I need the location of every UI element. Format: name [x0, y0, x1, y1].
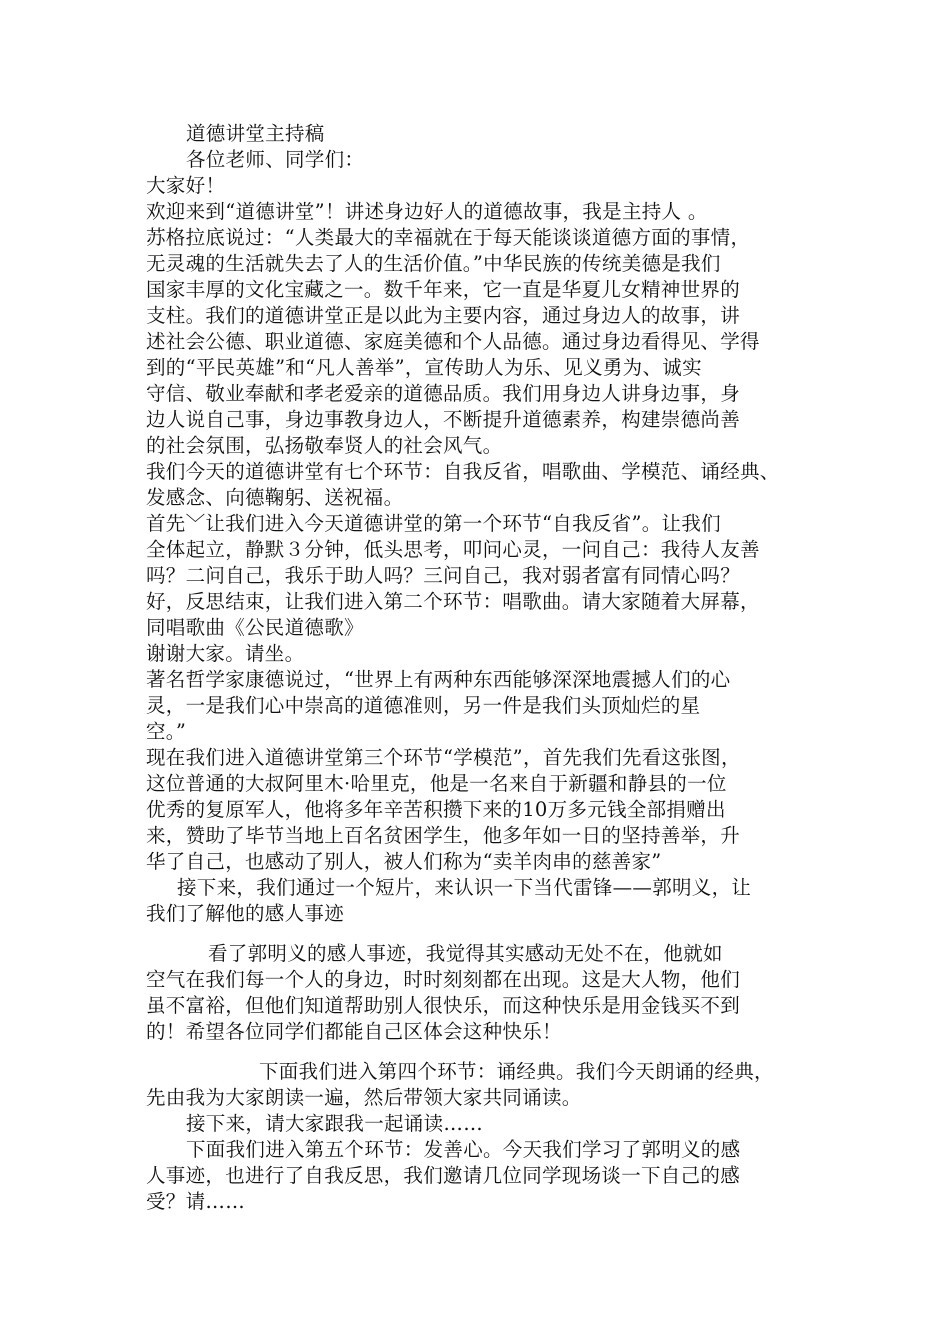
text-line: 人事迹，也进行了自我反思，我们邀请几位同学现场谈一下自己的感	[146, 1164, 741, 1187]
text-line: 接下来，请大家跟我一起诵读……	[186, 1112, 483, 1135]
text-line: 灵，一是我们心中崇高的道德准则，另一件是我们头顶灿烂的星	[146, 694, 701, 717]
text-line: 好，反思结束，让我们进入第二个环节：唱歌曲。请大家随着大屏幕，	[146, 590, 760, 613]
text-line: 发感念、向德鞠躬、送祝福。	[146, 486, 404, 509]
text-line: 受？请……	[146, 1190, 245, 1213]
salutation: 各位老师、同学们：	[186, 148, 365, 171]
text-line: 国家丰厚的文化宝藏之一。数千年来，它一直是华夏儿女精神世界的	[146, 278, 741, 301]
text-line: 边人说自己事，身边事教身边人，不断提升道德素养，构建崇德尚善	[146, 408, 741, 431]
text-line: 虽不富裕，但他们知道帮助别人很快乐，而这种快乐是用金钱买不到	[146, 994, 741, 1017]
text-line: 优秀的复原军人，他将多年辛苦积攒下来的10万多元钱全部捐赠出	[146, 798, 726, 821]
text-line: 支柱。我们的道德讲堂正是以此为主要内容，通过身边人的故事，讲	[146, 304, 741, 327]
text-line: 到的“平民英雄”和“凡人善举”，宣传助人为乐、见义勇为、诚实	[146, 356, 702, 379]
text-line: 的社会氛围，弘扬敬奉贤人的社会风气。	[146, 434, 503, 457]
greeting: 大家好！	[146, 174, 226, 197]
text-line: 接下来，我们通过一个短片，来认识一下当代雷锋——郭明义，让	[177, 876, 752, 899]
text-line: 述社会公德、职业道德、家庭美德和个人品德。通过身边看得见、学得	[146, 330, 760, 353]
text-line: 先由我为大家朗读一遍，然后带领大家共同诵读。	[146, 1086, 582, 1109]
text-line: 来，赞助了毕节当地上百名贫困学生，他多年如一日的坚持善举，升	[146, 824, 741, 847]
text-line: 空气在我们每一个人的身边，时时刻刻都在出现。这是大人物，他们	[146, 968, 741, 991]
text-line: 现在我们进入道德讲堂第三个环节“学模范”，首先我们先看这张图，	[146, 746, 741, 769]
text-line: 苏格拉底说过：“人类最大的幸福就在于每天能谈谈道德方面的事情，	[146, 226, 751, 249]
text-line: 谢谢大家。请坐。	[146, 642, 305, 665]
text-line: 吗？二问自己，我乐于助人吗？三问自己，我对弱者富有同情心吗？	[146, 564, 741, 587]
text-line: 我们今天的道德讲堂有七个环节：自我反省，唱歌曲、学模范、诵经典、	[146, 460, 780, 483]
text-line: 的！希望各位同学们都能自己区体会这种快乐！	[146, 1020, 562, 1043]
text-line: 下面我们进入第四个环节：诵经典。我们今天朗诵的经典，	[259, 1060, 774, 1083]
text-line: 首先﹀让我们进入今天道德讲堂的第一个环节“自我反省”。让我们	[146, 512, 721, 535]
text-line: 我们了解他的感人事迹	[146, 902, 345, 925]
text-line: 无灵魂的生活就失去了人的生活价值。”中华民族的传统美德是我们	[146, 252, 721, 275]
document-title: 道德讲堂主持稿	[186, 122, 325, 145]
text-line: 全体起立，静默３分钟，低头思考，叩问心灵，一问自己：我待人友善	[146, 538, 760, 561]
text-line: 守信、敬业奉献和孝老爱亲的道德品质。我们用身边人讲身边事，身	[146, 382, 741, 405]
text-line: 同唱歌曲《公民道德歌》	[146, 616, 364, 639]
text-line: 欢迎来到“道德讲堂”！讲述身边好人的道德故事，我是主持人 。	[146, 200, 708, 223]
document-body	[146, 121, 836, 1215]
text-line: 空。”	[146, 720, 187, 743]
text-line: 这位普通的大叔阿里木·哈里克，他是一名来自于新疆和静县的一位	[146, 772, 727, 795]
text-line: 看了郭明义的感人事迹，我觉得其实感动无处不在，他就如	[208, 942, 723, 965]
text-line: 下面我们进入第五个环节：发善心。今天我们学习了郭明义的感	[186, 1138, 741, 1161]
text-line: 华了自己，也感动了别人，被人们称为“卖羊肉串的慈善家”	[146, 850, 662, 873]
text-line: 著名哲学家康德说过，“世界上有两种东西能够深深地震撼人们的心	[146, 668, 731, 691]
